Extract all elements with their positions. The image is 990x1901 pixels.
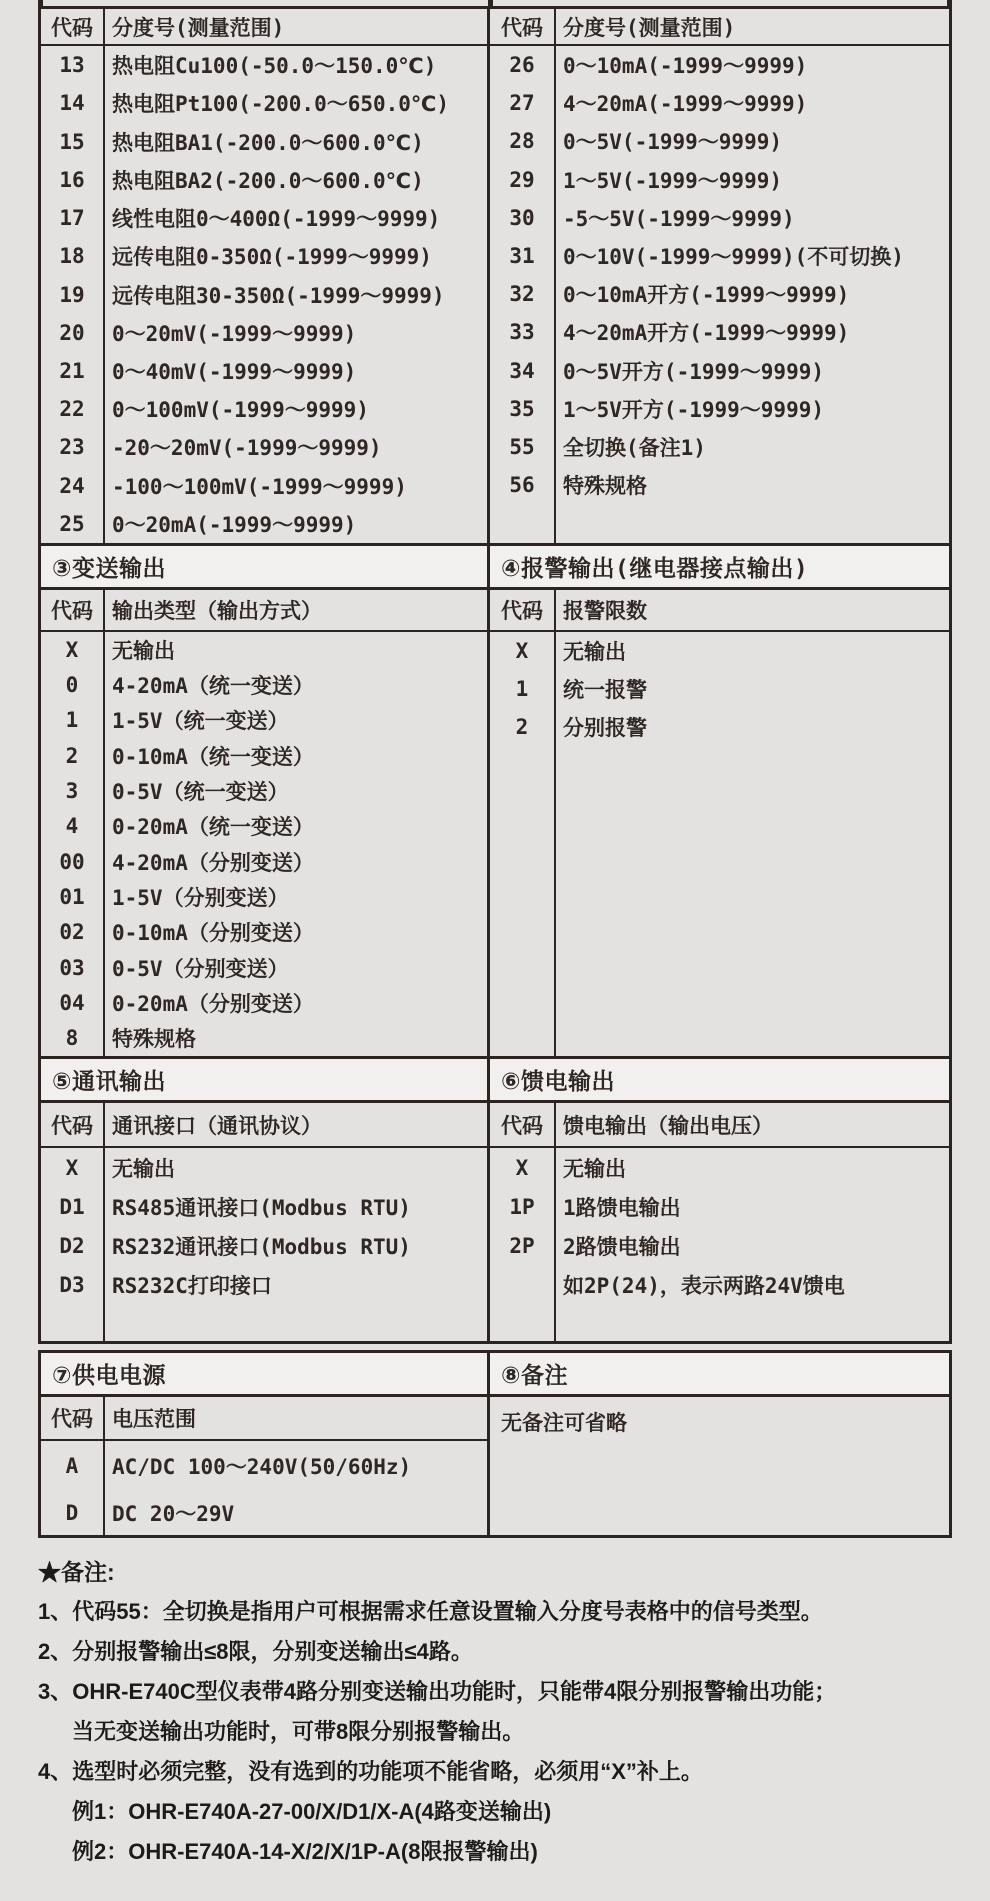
- table-row: [41, 1226, 487, 1265]
- footnotes: [38, 1552, 952, 1872]
- table-row: [41, 1148, 487, 1187]
- range-cell: 热电阻BA1(-200.0～600.0℃): [112, 130, 424, 155]
- code-cell: 14: [59, 91, 85, 116]
- footnote-line: [38, 1792, 952, 1832]
- type-header: 输出类型（输出方式）: [112, 599, 322, 623]
- table-row: [41, 467, 487, 505]
- empty-filler: [490, 1304, 949, 1341]
- table-row: [41, 950, 487, 985]
- code-cell: 2: [515, 715, 529, 739]
- code-cell: 2: [65, 743, 79, 768]
- table-row: [490, 670, 949, 708]
- table-header-row: [490, 1103, 949, 1148]
- section-title-transmission: ③变送输出: [41, 546, 490, 587]
- power-rows: [41, 1441, 487, 1535]
- range-cell: 线性电阻0～400Ω(-1999～9999): [112, 207, 441, 232]
- code-cell: 26: [509, 53, 535, 78]
- feed-header: 馈电输出（输出电压）: [563, 1113, 773, 1138]
- table-header-row: [490, 590, 949, 632]
- table-row: [41, 122, 487, 160]
- range-cell: 0～40mV(-1999～9999): [112, 359, 357, 384]
- code-cell: 13: [59, 53, 85, 78]
- code-cell: X: [515, 1155, 529, 1180]
- range-cell: 0～5V(-1999～9999): [563, 130, 783, 155]
- table-row: [490, 161, 949, 199]
- column-divider: [103, 590, 105, 1056]
- section-band-3-4: [38, 543, 952, 590]
- code-cell: 2P: [509, 1233, 535, 1258]
- code-cell: 24: [59, 473, 85, 498]
- code-cell: 20: [59, 320, 85, 345]
- table-row: [41, 84, 487, 122]
- code-cell: D3: [59, 1272, 85, 1297]
- section-title-power: ⑦供电电源: [41, 1353, 490, 1394]
- table-header-row: [41, 590, 487, 632]
- table-row: [41, 1265, 487, 1304]
- table-row: [490, 1187, 949, 1226]
- feed-rows: [490, 1148, 949, 1341]
- footnote-list: [38, 1592, 952, 1872]
- footnote-text: 例2：OHR-E740A-14-X/2/X/1P-A(8限报警输出): [72, 1839, 538, 1864]
- code-cell: 1: [65, 708, 79, 733]
- footnote-text: 2、分别报警输出≤8限，分别变送输出≤4路。: [38, 1639, 473, 1664]
- code-cell: 33: [509, 320, 535, 345]
- footnote-text: 当无变送输出功能时，可带8限分别报警输出。: [72, 1719, 525, 1744]
- code-cell: D1: [59, 1194, 85, 1219]
- footnote-line: [38, 1752, 952, 1792]
- code-cell: 56: [509, 473, 535, 498]
- code-cell: 3: [65, 778, 79, 803]
- code-cell: D: [65, 1500, 79, 1525]
- code-cell: 1P: [509, 1194, 535, 1219]
- power-remark-table: [38, 1394, 952, 1538]
- code-header: 代码: [51, 15, 93, 40]
- code-cell: 1: [515, 677, 529, 701]
- table-row: [41, 738, 487, 773]
- footnote-text: 1、代码55：全切换是指用户可根据需求任意设置输入分度号表格中的信号类型。: [38, 1599, 823, 1624]
- feed-cell: 1路馈电输出: [563, 1195, 681, 1220]
- voltage-cell: DC 20～29V: [112, 1501, 235, 1526]
- comm-rows: [41, 1148, 487, 1341]
- input-table-left-rows: [41, 46, 487, 543]
- limit-cell: 分别报警: [563, 716, 647, 740]
- interface-header: 通讯接口（通讯协议）: [112, 1113, 322, 1138]
- table-row: [41, 428, 487, 466]
- footnote-text: 例1：OHR-E740A-27-00/X/D1/X-A(4路变送输出): [72, 1799, 552, 1824]
- code-cell: A: [65, 1453, 79, 1478]
- footnote-line: [38, 1672, 952, 1712]
- footnote-line: [38, 1832, 952, 1872]
- table-row: [41, 632, 487, 667]
- power-table: [41, 1397, 490, 1535]
- code-cell: 16: [59, 167, 85, 192]
- table-row: [41, 505, 487, 543]
- rows-group: [490, 1148, 949, 1304]
- range-cell: 全切换(备注1): [563, 435, 706, 460]
- remark-area: [490, 1397, 949, 1535]
- range-cell: 0～20mA(-1999～9999): [112, 512, 357, 537]
- code-cell: 32: [509, 282, 535, 307]
- remark-text: 无备注可省略: [501, 1411, 627, 1435]
- code-header: 代码: [51, 599, 93, 623]
- code-header: 代码: [51, 1407, 93, 1431]
- interface-cell: RS485通讯接口(Modbus RTU): [112, 1195, 411, 1220]
- range-cell: 热电阻Cu100(-50.0～150.0℃): [112, 54, 437, 79]
- range-cell: 0～20mV(-1999～9999): [112, 321, 357, 346]
- footnote-text: 3、OHR-E740C型仪表带4路分别变送输出功能时，只能带4限分别报警输出功能；: [38, 1679, 837, 1704]
- code-cell: 31: [509, 244, 535, 269]
- code-cell: 15: [59, 129, 85, 154]
- empty-filler: [41, 1304, 487, 1341]
- code-cell: 30: [509, 205, 535, 230]
- table-border-stub: [947, 0, 952, 6]
- table-row: [41, 1021, 487, 1056]
- table-row: [41, 1187, 487, 1226]
- code-cell: X: [65, 1155, 79, 1180]
- table-row: [490, 46, 949, 84]
- type-cell: 0-20mA（分别变送）: [112, 991, 314, 1016]
- code-cell: 01: [59, 884, 85, 909]
- table-row: [490, 84, 949, 122]
- column-divider: [554, 9, 556, 543]
- table-row: [41, 879, 487, 914]
- range-cell: 热电阻Pt100(-200.0～650.0℃): [112, 92, 450, 117]
- table-border-stub: [488, 0, 493, 6]
- type-cell: 无输出: [112, 638, 175, 663]
- column-divider: [103, 9, 105, 543]
- table-header-row: [41, 1397, 487, 1441]
- table-border-stub: [38, 0, 43, 6]
- code-cell: 25: [59, 511, 85, 536]
- comm-feed-table: [38, 1100, 952, 1344]
- comm-table: [41, 1103, 490, 1341]
- section-title-feed: ⑥馈电输出: [501, 1069, 615, 1095]
- voltage-header: 电压范围: [112, 1407, 196, 1431]
- range-cell: 4～20mA开方(-1999～9999): [563, 321, 850, 346]
- range-cell: 远传电阻30-350Ω(-1999～9999): [112, 283, 445, 308]
- table-row: [41, 773, 487, 808]
- table-header-row: [41, 9, 487, 46]
- range-header: 分度号(测量范围): [112, 15, 285, 40]
- table-row: [41, 703, 487, 738]
- code-cell: 02: [59, 920, 85, 945]
- code-cell: 28: [509, 129, 535, 154]
- feed-cell: 无输出: [563, 1156, 626, 1181]
- table-row: [41, 1490, 487, 1535]
- code-cell: D2: [59, 1233, 85, 1258]
- code-cell: X: [65, 637, 79, 662]
- empty-filler: [490, 746, 949, 1056]
- range-cell: 4～20mA(-1999～9999): [563, 92, 808, 117]
- range-cell: 1～5V(-1999～9999): [563, 168, 783, 193]
- range-cell: 0～5V开方(-1999～9999): [563, 359, 825, 384]
- code-cell: 18: [59, 244, 85, 269]
- range-cell: 0～10mA(-1999～9999): [563, 54, 808, 79]
- range-cell: -20～20mV(-1999～9999): [112, 436, 382, 461]
- code-cell: X: [515, 639, 529, 663]
- code-cell: 22: [59, 397, 85, 422]
- interface-cell: 无输出: [112, 1156, 175, 1181]
- table-header-row: [41, 1103, 487, 1148]
- column-divider: [103, 1397, 105, 1535]
- empty-filler: [490, 504, 949, 543]
- footnotes-title: ★备注:: [38, 1559, 115, 1585]
- footnote-line: [38, 1712, 952, 1752]
- table-row: [490, 632, 949, 670]
- table-row: [490, 466, 949, 504]
- table-row: [41, 46, 487, 84]
- table-row: [490, 352, 949, 390]
- table-row: [41, 985, 487, 1020]
- table-row: [490, 708, 949, 746]
- table-row: [490, 1226, 949, 1265]
- table-row: [490, 390, 949, 428]
- type-cell: 0-5V（分别变送）: [112, 956, 289, 981]
- table-row: [41, 199, 487, 237]
- limit-cell: 无输出: [563, 640, 626, 664]
- column-divider: [103, 1103, 105, 1341]
- input-table-left: [41, 9, 490, 543]
- table-row: [41, 844, 487, 879]
- voltage-cell: AC/DC 100～240V(50/60Hz): [112, 1454, 412, 1479]
- table-row: [41, 161, 487, 199]
- feed-cell: 如2P(24)，表示两路24V馈电: [563, 1273, 845, 1298]
- transmission-rows: [41, 632, 487, 1056]
- rows-group: [41, 1148, 487, 1304]
- range-cell: 1～5V开方(-1999～9999): [563, 397, 825, 422]
- table-row: [41, 237, 487, 275]
- table-row: [490, 428, 949, 466]
- code-cell: 55: [509, 434, 535, 459]
- transmission-alarm-table: [38, 587, 952, 1059]
- range-cell: 0～10V(-1999～9999)(不可切换): [563, 245, 904, 270]
- code-cell: 29: [509, 167, 535, 192]
- section-title-remark: ⑧备注: [501, 1363, 568, 1389]
- table-row: [41, 1441, 487, 1490]
- range-cell: 远传电阻0-350Ω(-1999～9999): [112, 245, 432, 270]
- code-cell: 04: [59, 990, 85, 1015]
- table-header-row: [490, 9, 949, 46]
- limit-header: 报警限数: [563, 599, 647, 623]
- table-row: [41, 390, 487, 428]
- type-cell: 0-5V（统一变送）: [112, 779, 289, 804]
- table-row: [490, 275, 949, 313]
- column-divider: [554, 1103, 556, 1341]
- code-cell: 8: [65, 1026, 79, 1051]
- input-signal-table: [38, 6, 952, 546]
- footnote-line: [38, 1632, 952, 1672]
- code-cell: 34: [509, 358, 535, 383]
- range-cell: 0～100mV(-1999～9999): [112, 398, 369, 423]
- interface-cell: RS232通讯接口(Modbus RTU): [112, 1234, 411, 1259]
- range-cell: 0～10mA开方(-1999～9999): [563, 283, 850, 308]
- range-cell: -100～100mV(-1999～9999): [112, 474, 407, 499]
- table-row: [490, 237, 949, 275]
- table-row: [490, 1148, 949, 1187]
- section-title-comm: ⑤通讯输出: [41, 1059, 490, 1100]
- code-header: 代码: [51, 1113, 93, 1138]
- type-cell: 0-10mA（分别变送）: [112, 921, 314, 946]
- column-divider: [554, 590, 556, 1056]
- section-band-7-8: [38, 1350, 952, 1397]
- table-row: [41, 667, 487, 702]
- input-table-right: [490, 9, 949, 543]
- table-row: [41, 275, 487, 313]
- table-row: [490, 313, 949, 351]
- code-cell: 4: [65, 814, 79, 839]
- feed-cell: 2路馈电输出: [563, 1234, 681, 1259]
- alarm-table: [490, 590, 949, 1056]
- type-cell: 4-20mA（统一变送）: [112, 673, 314, 698]
- code-header: 代码: [501, 15, 543, 40]
- range-cell: 特殊规格: [563, 474, 647, 499]
- range-cell: -5～5V(-1999～9999): [563, 206, 795, 231]
- type-cell: 1-5V（统一变送）: [112, 709, 289, 734]
- code-cell: 21: [59, 358, 85, 383]
- section-band-5-6: [38, 1056, 952, 1103]
- table-row: [490, 122, 949, 160]
- code-cell: 35: [509, 396, 535, 421]
- code-cell: 0: [65, 672, 79, 697]
- type-cell: 0-10mA（统一变送）: [112, 744, 314, 769]
- code-cell: 03: [59, 955, 85, 980]
- table-row: [41, 809, 487, 844]
- feed-table: [490, 1103, 949, 1341]
- code-cell: 27: [509, 91, 535, 116]
- code-cell: 00: [59, 849, 85, 874]
- type-cell: 0-20mA（统一变送）: [112, 815, 314, 840]
- code-cell: 17: [59, 206, 85, 231]
- section-title-alarm: ④报警输出(继电器接点输出): [501, 556, 809, 582]
- code-cell: 23: [59, 435, 85, 460]
- rows-group: [490, 632, 949, 746]
- table-row: [490, 199, 949, 237]
- footnote-line: [38, 1592, 952, 1632]
- type-cell: 4-20mA（分别变送）: [112, 850, 314, 875]
- transmission-table: [41, 590, 490, 1056]
- interface-cell: RS232C打印接口: [112, 1273, 272, 1298]
- code-cell: 19: [59, 282, 85, 307]
- code-header: 代码: [501, 599, 543, 623]
- sheet-content: [38, 0, 952, 1872]
- input-table-right-rows: [490, 46, 949, 543]
- alarm-rows: [490, 632, 949, 1056]
- range-cell: 热电阻BA2(-200.0～600.0℃): [112, 168, 424, 193]
- table-row: [41, 314, 487, 352]
- footnote-text: 4、选型时必须完整，没有选到的功能项不能省略，必须用“X”补上。: [38, 1759, 703, 1784]
- table-row: [41, 352, 487, 390]
- rows-group: [490, 46, 949, 504]
- type-cell: 特殊规格: [112, 1027, 196, 1052]
- limit-cell: 统一报警: [563, 678, 647, 702]
- code-header: 代码: [501, 1113, 543, 1138]
- table-row: [490, 1265, 949, 1304]
- type-cell: 1-5V（分别变送）: [112, 885, 289, 910]
- range-header: 分度号(测量范围): [563, 15, 736, 40]
- table-row: [41, 915, 487, 950]
